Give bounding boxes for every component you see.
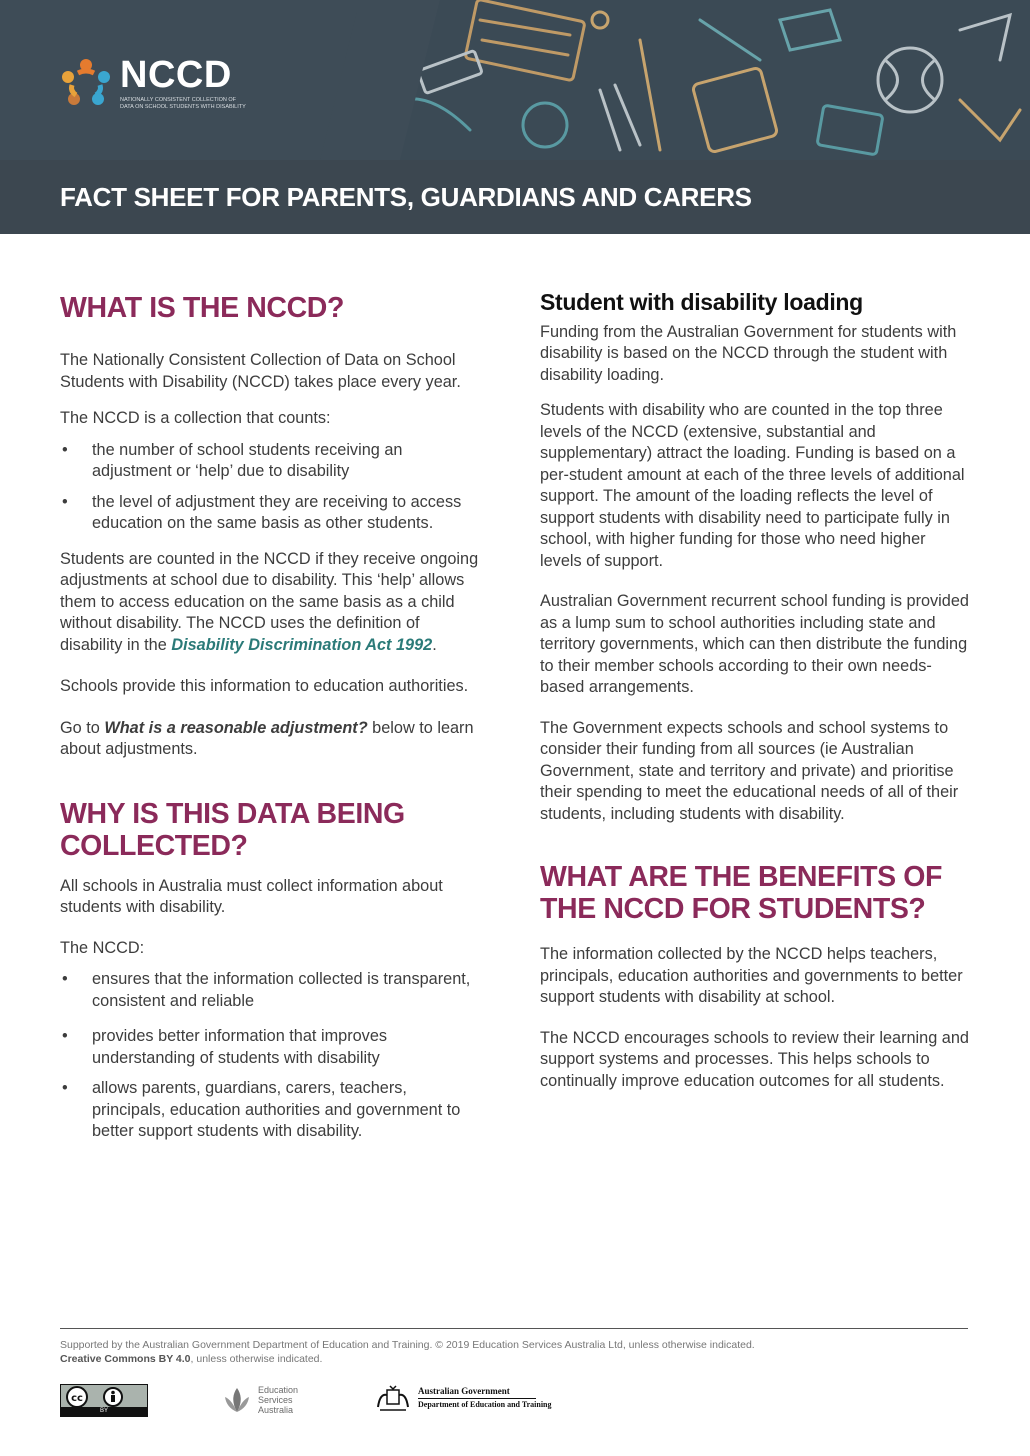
svg-text:cc: cc <box>71 1393 83 1404</box>
cc-by-badge[interactable] <box>60 1384 148 1417</box>
page-title: FACT SHEET FOR PARENTS, GUARDIANS AND CARERS <box>60 182 752 212</box>
coat-of-arms-icon <box>374 1383 412 1413</box>
australian-government-logo <box>374 1383 552 1413</box>
esa-logo <box>222 1385 308 1415</box>
schools-provide-paragraph: Schools provide this information to education authorities. <box>60 677 469 695</box>
header-banner <box>0 0 1030 160</box>
license-statement <box>60 1352 960 1366</box>
esa-name: Education Services Australia <box>258 1385 299 1415</box>
list-item: • ensures that the information collected is transparent, consistent and reliable <box>60 969 484 1012</box>
left-column <box>60 292 484 1143</box>
title-bar <box>0 160 1030 234</box>
logo-wordmark: NCCD <box>120 54 232 96</box>
intro-paragraph: The Nationally Consistent Collection of Data on School Students with Disability (NCCD) takes place every year. <box>60 351 461 391</box>
benefits-heading: WHAT ARE THE BENEFITS OF THE NCCD FOR STUDENTS? <box>540 861 943 925</box>
learn-text: below to learn about adjustments. <box>60 718 474 758</box>
list-item: • the level of adjustment they are receiving to access education on the same basis as other students. <box>60 492 484 535</box>
all-schools-paragraph: All schools in Australia must collect information about students with disability. <box>60 876 443 916</box>
cc-icon <box>61 1385 147 1407</box>
loading-paragraph-3: Australian Government recurrent school funding is provided as a lump sum to school authorities including state and territory governments, which can then distribute the funding to their member schools according to their own needs-based arrangements. <box>540 592 969 696</box>
footer-text <box>60 1338 960 1366</box>
dda-link[interactable]: Disability Discrimination Act 1992 <box>171 635 433 654</box>
logo-subtitle: NATIONALLY CONSISTENT COLLECTION OF DATA ON SCHOOL STUDENTS WITH DISABILITY <box>120 97 246 110</box>
what-is-nccd-heading: WHAT IS THE NCCD? <box>60 292 344 324</box>
esa-flower-icon <box>222 1385 252 1415</box>
right-column <box>540 289 970 1092</box>
gov-line-2: Department of Education and Training <box>418 1400 552 1409</box>
counts-list <box>60 440 484 535</box>
license-rest: , unless otherwise indicated. <box>190 1353 323 1365</box>
nccd-points-list <box>60 969 484 1143</box>
nccd-logo <box>58 55 250 111</box>
list-item: • allows parents, guardians, carers, teachers, principals, education authorities and government to better support students with disability. <box>60 1078 484 1143</box>
counted-paragraph <box>60 549 484 657</box>
support-statement: Supported by the Australian Government Department of Education and Training. © 2019 Education Services Australia Ltd, unless otherwise indicated. <box>60 1339 755 1351</box>
list-item: • the number of school students receiving an adjustment or ‘help’ due to disability <box>60 440 484 483</box>
people-circle-logo-icon <box>58 55 114 111</box>
loading-paragraph-1: Funding from the Australian Government for students with disability is based on the NCCD through the student with disability loading. <box>540 322 957 384</box>
nccd-label: The NCCD: <box>60 938 145 957</box>
benefits-paragraph-2: The NCCD encourages schools to review their learning and support systems and processes. This helps schools to continually improve education outcomes for all students. <box>540 1028 969 1090</box>
cc-badge-label: BY <box>61 1407 147 1416</box>
footer-divider <box>60 1328 968 1329</box>
go-to-paragraph <box>60 718 484 761</box>
gov-line-1: Australian Government <box>418 1386 536 1399</box>
cc-license-link[interactable]: Creative Commons BY 4.0 <box>60 1353 191 1365</box>
list-item: • provides better information that improves understanding of students with disability <box>60 1026 484 1069</box>
loading-paragraph-4: The Government expects schools and school systems to consider their funding from all sources (ie Australian Government, state and territory and private) and prioritise their spending to meet the educational needs of all of their students, including students with disability. <box>540 718 959 823</box>
benefits-paragraph-1: The information collected by the NCCD helps teachers, principals, education authorities and governments to better support students with disability at school. <box>540 945 963 1006</box>
loading-heading: Student with disability loading <box>540 289 863 315</box>
go-to-text: Go to <box>60 718 105 737</box>
counts-intro: The NCCD is a collection that counts: <box>60 409 331 427</box>
why-collected-heading: WHY IS THIS DATA BEING COLLECTED? <box>60 797 405 862</box>
counted-text: Students are counted in the NCCD if they receive ongoing adjustments at school due to disability. This ‘help’ allows them to access education on the same basis as a child without disability. The NCCD uses the definition of disability in the <box>60 549 479 654</box>
period: . <box>432 635 437 654</box>
loading-paragraph-2: Students with disability who are counted in the top three levels of the NCCD (extensive, substantial and supplementary) attract the loading. Funding is based on a per-student amount at each of the three levels of additional support. The amount of the loading reflects the level of support students with disability need to participate fully in school, with higher funding for those who need higher levels of support. <box>540 401 965 570</box>
reasonable-adjustment-ref: What is a reasonable adjustment? <box>104 718 368 737</box>
